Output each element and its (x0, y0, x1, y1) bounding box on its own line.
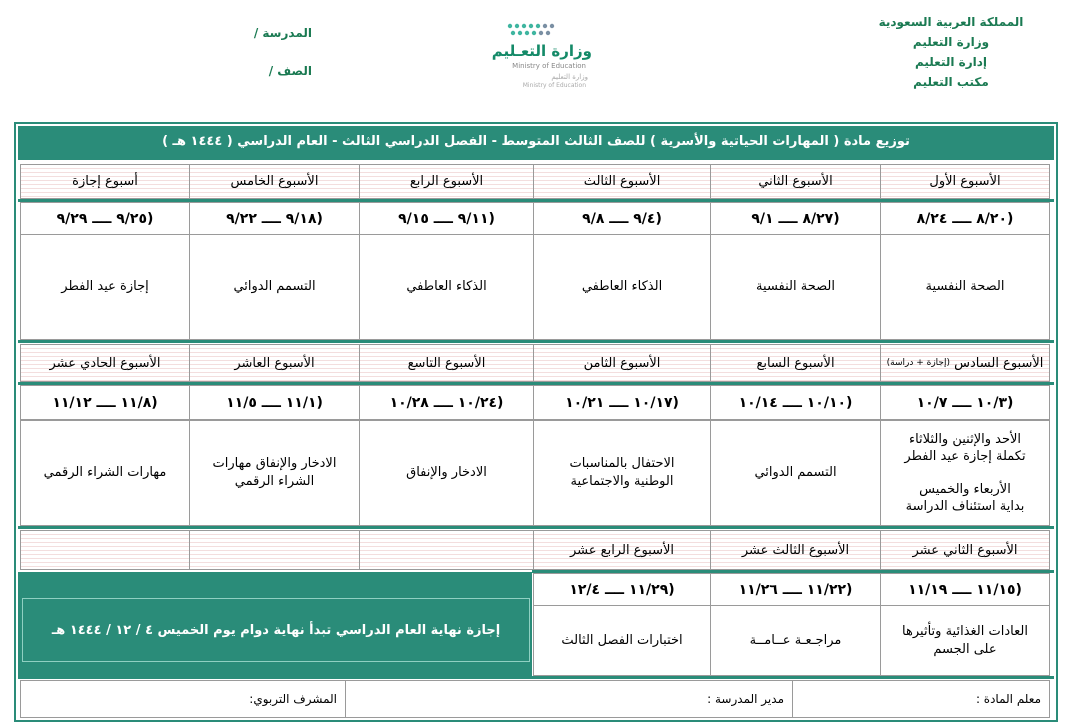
empty-cell (359, 530, 534, 570)
logo-text-en: Ministry of Education (512, 62, 586, 70)
principal-signature: مدير المدرسة : (345, 680, 793, 718)
week-13-topic: مراجـعـة عــامــة (710, 605, 881, 676)
week-6-label: الأسبوع السادس (954, 355, 1044, 371)
week-11-topic: مهارات الشراء الرقمي (20, 420, 190, 526)
week-6-topic-line: الأربعاء والخميس (919, 482, 1011, 497)
week-10-header: الأسبوع العاشر (189, 344, 360, 382)
class-label: الصف / (268, 64, 312, 78)
separator (18, 340, 1054, 343)
week-3-dates: (٩/٤ ــــ ٩/٨ (533, 202, 711, 235)
week-8-header: الأسبوع الثامن (533, 344, 711, 382)
week-10-dates: (١١/١ ــــ ١١/٥ (189, 385, 360, 420)
week-2-dates: (٨/٢٧ ــــ ٩/١ (710, 202, 881, 235)
ministry-logo (460, 20, 592, 88)
week-5-dates: (٩/١٨ ــــ ٩/٢٢ (189, 202, 360, 235)
week-6-dates: (١٠/٣ ــــ ١٠/٧ (880, 385, 1050, 420)
page-title: توزيع مادة ( المهارات الحياتية والأسرية ) للصف الثالث المتوسط - الفصل الدراسي الثالث - العام الدراسي ( ١٤٤٤ هـ ) (162, 134, 910, 149)
header-line: مكتب التعليم (913, 75, 989, 89)
logo-dots-icon (460, 20, 592, 44)
logo-text-ar: وزارة التعـليم (491, 42, 592, 60)
header-institution (876, 12, 1026, 92)
logo-text-ar-small: وزارة التعليم (551, 73, 588, 81)
week-4-header: الأسبوع الرابع (359, 164, 534, 199)
week-5-topic: التسمم الدوائي (189, 234, 360, 340)
week-6-topic (880, 420, 1050, 526)
week-3-header: الأسبوع الثالث (533, 164, 711, 199)
week-7-topic: التسمم الدوائي (710, 420, 881, 526)
week-6-topic-line: تكملة إجازة عيد الفطر (904, 449, 1026, 464)
week-2-header: الأسبوع الثاني (710, 164, 881, 199)
week-13-header: الأسبوع الثالث عشر (710, 530, 881, 570)
week-6-header (880, 344, 1050, 382)
week-7-header: الأسبوع السابع (710, 344, 881, 382)
week-9-header: الأسبوع التاسع (359, 344, 534, 382)
week-9-topic: الادخار والإنفاق (359, 420, 534, 526)
header-line: إدارة التعليم (914, 55, 988, 69)
week-12-header: الأسبوع الثاني عشر (880, 530, 1050, 570)
supervisor-signature: المشرف التربوي: (20, 680, 346, 718)
separator (18, 526, 1054, 529)
week-11-dates: (١١/٨ ــــ ١١/١٢ (20, 385, 190, 420)
holiday-week-header: أسبوع إجازة (20, 164, 190, 199)
holiday-week-dates: (٩/٢٥ ــــ ٩/٢٩ (20, 202, 190, 235)
week-1-header: الأسبوع الأول (880, 164, 1050, 199)
week-2-topic: الصحة النفسية (710, 234, 881, 340)
teacher-signature: معلم المادة : (792, 680, 1050, 718)
header-school-class (232, 14, 312, 90)
logo-text-en-small: Ministry of Education (522, 82, 586, 89)
week-14-dates: (١١/٢٩ ــــ ١٢/٤ (533, 573, 711, 606)
week-6-topic-line: بداية استئناف الدراسة (905, 499, 1025, 514)
school-label: المدرسة / (253, 26, 312, 40)
week-12-topic: العادات الغذائية وتأثيرها على الجسم (880, 605, 1050, 676)
week-11-header: الأسبوع الحادي عشر (20, 344, 190, 382)
week-12-dates: (١١/١٥ ــــ ١١/١٩ (880, 573, 1050, 606)
empty-cell (20, 530, 190, 570)
header-line: وزارة التعليم (912, 35, 990, 49)
empty-cell (189, 530, 360, 570)
week-4-dates: (٩/١١ ــــ ٩/١٥ (359, 202, 534, 235)
week-1-topic: الصحة النفسية (880, 234, 1050, 340)
week-13-dates: (١١/٢٢ ــــ ١١/٢٦ (710, 573, 881, 606)
header-line: المملكة العربية السعودية (878, 15, 1024, 29)
holiday-week-topic: إجازة عيد الفطر (20, 234, 190, 340)
week-10-topic: الادخار والإنفاق مهارات الشراء الرقمي (189, 420, 360, 526)
week-4-topic: الذكاء العاطفي (359, 234, 534, 340)
separator (18, 676, 1054, 679)
week-14-topic: اختبارات الفصل الثالث (533, 605, 711, 676)
holiday-note: إجازة نهاية العام الدراسي تبدأ نهاية دوام يوم الخميس ٤ / ١٢ / ١٤٤٤ هـ (51, 622, 501, 638)
week-6-topic-line: الأحد والإثنين والثلاثاء (908, 432, 1022, 447)
week-1-dates: (٨/٢٠ ــــ ٨/٢٤ (880, 202, 1050, 235)
week-8-topic: الاحتفال بالمناسبات الوطنية والاجتماعية (533, 420, 711, 526)
week-3-topic: الذكاء العاطفي (533, 234, 711, 340)
week-6-note: (إجازة + دراسة) (886, 358, 950, 368)
week-5-header: الأسبوع الخامس (189, 164, 360, 199)
week-7-dates: (١٠/١٠ ــــ ١٠/١٤ (710, 385, 881, 420)
week-14-header: الأسبوع الرابع عشر (533, 530, 711, 570)
week-9-dates: (١٠/٢٤ ــــ ١٠/٢٨ (359, 385, 534, 420)
week-8-dates: (١٠/١٧ ــــ ١٠/٢١ (533, 385, 711, 420)
